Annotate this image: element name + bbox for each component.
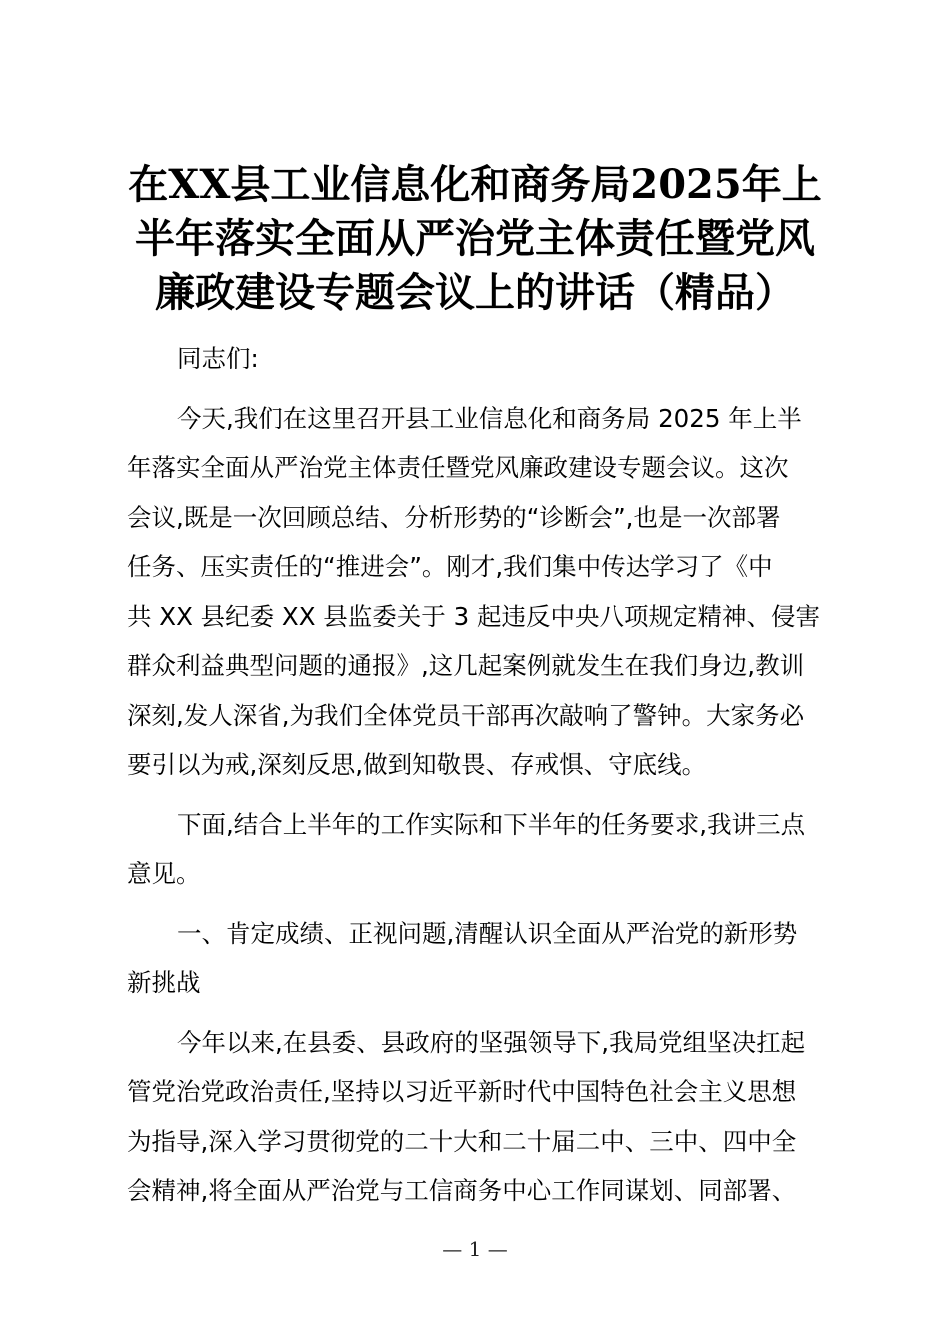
paragraph-line: 深刻,发人深省,为我们全体党员干部再次敲响了警钟。大家务必 xyxy=(127,700,805,730)
paragraph-line: 今年以来,在县委、县政府的坚强领导下,我局党组坚决扛起 xyxy=(177,1027,806,1057)
document-title xyxy=(110,158,840,320)
paragraph-line: 意见。 xyxy=(127,859,201,888)
paragraph-outline xyxy=(127,800,837,899)
paragraph-line: 群众利益典型问题的通报》,这几起案例就发生在我们身边,教训 xyxy=(127,651,805,680)
paragraph-line: 会精神,将全面从严治党与工信商务中心工作同谋划、同部署、 xyxy=(127,1176,797,1205)
section-heading-1 xyxy=(127,909,837,1008)
title-line: 在XX县工业信息化和商务局2025年上 xyxy=(128,161,822,208)
paragraph-line: 今天,我们在这里召开县工业信息化和商务局 2025 年上半 xyxy=(177,403,802,433)
paragraph-line: 任务、压实责任的“推进会”。刚才,我们集中传达学习了《中 xyxy=(127,552,773,581)
salutation xyxy=(127,334,837,384)
salutation-text: 同志们: xyxy=(177,344,259,373)
document-body xyxy=(127,334,837,1216)
paragraph-line: 管党治党政治责任,坚持以习近平新时代中国特色社会主义思想 xyxy=(127,1077,797,1106)
title-line: 半年落实全面从严治党主体责任暨党风 xyxy=(135,215,815,262)
paragraph-line: 年落实全面从严治党主体责任暨党风廉政建设专题会议。这次 xyxy=(127,453,789,482)
paragraph-line: 为指导,深入学习贯彻党的二十大和二十届二中、三中、四中全 xyxy=(127,1126,797,1156)
paragraph-line: 要引以为戒,深刻反思,做到知敬畏、存戒惧、守底线。 xyxy=(127,750,707,779)
paragraph-opening xyxy=(127,394,837,790)
page-number: — 1 — xyxy=(442,1237,508,1261)
title-line: 廉政建设专题会议上的讲话（精品） xyxy=(155,269,795,316)
paragraph-line: 下面,结合上半年的工作实际和下半年的任务要求,我讲三点 xyxy=(177,809,806,839)
paragraph-achievements xyxy=(127,1018,837,1216)
heading-line: 一、肯定成绩、正视问题,清醒认识全面从严治党的新形势 xyxy=(177,918,798,948)
heading-line: 新挑战 xyxy=(127,968,201,997)
paragraph-line: 会议,既是一次回顾总结、分析形势的“诊断会”,也是一次部署 xyxy=(127,502,781,532)
paragraph-line: 共 XX 县纪委 XX 县监委关于 3 起违反中央八项规定精神、侵害 xyxy=(127,601,820,631)
